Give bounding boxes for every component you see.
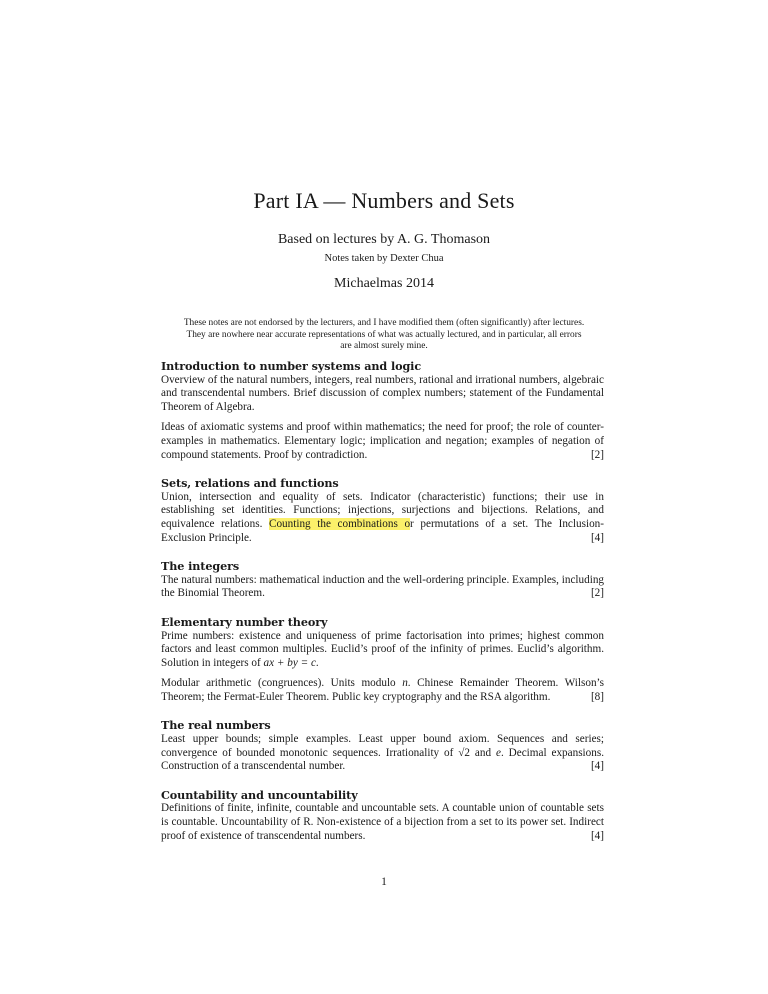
- section-heading: Introduction to number systems and logic: [161, 359, 422, 373]
- syllabus-body: [161, 360, 604, 858]
- document-title: Part IA — Numbers and Sets: [253, 188, 515, 213]
- section-paragraph: The natural numbers: mathematical induction and the well-ordering principle. Examples, including the Binomial Theorem. [2]: [161, 573, 605, 600]
- section-heading: The integers: [161, 559, 240, 574]
- section-paragraph: Overview of the natural numbers, integers, real numbers, rational and irrational numbers, algebraic and transcendental numbers. Brief discussion of complex numbers; statement of the Fundamental Theorem of Algebra.: [161, 373, 604, 413]
- lecture-count: [2]: [590, 587, 604, 600]
- syllabus-section: [161, 360, 604, 462]
- lecture-count: [2]: [590, 448, 604, 461]
- math-expression: n: [402, 677, 408, 690]
- section-paragraph: Least upper bounds; simple examples. Least upper bound axiom. Sequences and series; convergence of bounded monotonic sequences. Irrationality of √2 and e. Decimal expansions. Construction of a transcendental number. [4]: [161, 733, 604, 773]
- page-number: 1: [381, 876, 387, 888]
- section-paragraph: Modular arithmetic (congruences). Units modulo n. Chinese Remainder Theorem. Wilson’s Theorem; the Fermat-Euler Theorem. Public key cryptography and the RSA algorithm. [8]: [161, 677, 605, 703]
- section-paragraph: Union, intersection and equality of sets. Indicator (characteristic) functions; their use in establishing set identities. Functions; injections, surjections and bijections. Relations, and equivalence relations. Counting the combinations or permutations of a set. The Inclusion-Exclusion Principle. [4]: [161, 490, 604, 544]
- lecture-count: [4]: [590, 760, 604, 773]
- section-heading: The real numbers: [161, 718, 271, 733]
- highlighted-text[interactable]: Counting the combinations o: [268, 517, 411, 530]
- syllabus-section: [161, 560, 604, 601]
- syllabus-section: [161, 477, 604, 545]
- math-expression: √2: [458, 746, 471, 759]
- syllabus-section: [161, 789, 604, 843]
- term-label: Michaelmas 2014: [334, 276, 434, 291]
- section-paragraph: Definitions of finite, infinite, countable and uncountable sets. A countable union of countable sets is countable. Uncountability of R. Non-existence of a bijection from a set to its power set. Indirect proof of existence of transcendental numbers. [4]: [161, 802, 604, 842]
- section-heading: Sets, relations and functions: [161, 476, 339, 491]
- section-paragraph: Ideas of axiomatic systems and proof within mathematics; the need for proof; the role of counter-examples in mathematics. Elementary logic; implication and negation; examples of negation of compound statements. Proof by contradiction. [2]: [161, 421, 604, 461]
- syllabus-section: [161, 616, 604, 705]
- math-expression: e: [496, 746, 501, 759]
- section-paragraph: Prime numbers: existence and uniqueness of prime factorisation into primes; highest common factors and least common multiples. Euclid’s proof of the infinity of primes. Euclid’s algorithm. Solution in integers of ax + by = c.: [161, 629, 604, 669]
- lecturer-credit: Based on lectures by A. G. Thomason: [277, 232, 491, 247]
- section-heading: Elementary number theory: [161, 614, 328, 629]
- lecture-count: [8]: [590, 690, 604, 703]
- section-heading: Countability and uncountability: [161, 787, 358, 802]
- math-expression: ax + by = c: [263, 656, 316, 669]
- lecture-count: [4]: [590, 531, 604, 544]
- lecture-count: [4]: [590, 829, 604, 842]
- notes-author: Notes taken by Dexter Chua: [324, 253, 444, 264]
- syllabus-section: [161, 719, 604, 773]
- disclaimer: These notes are not endorsed by the lecturers, and I have modified them (often significantly) after lectures. They are nowhere near accurate representations of what was actually lectured, and in particular, all errors are almost surely mine.: [183, 318, 585, 351]
